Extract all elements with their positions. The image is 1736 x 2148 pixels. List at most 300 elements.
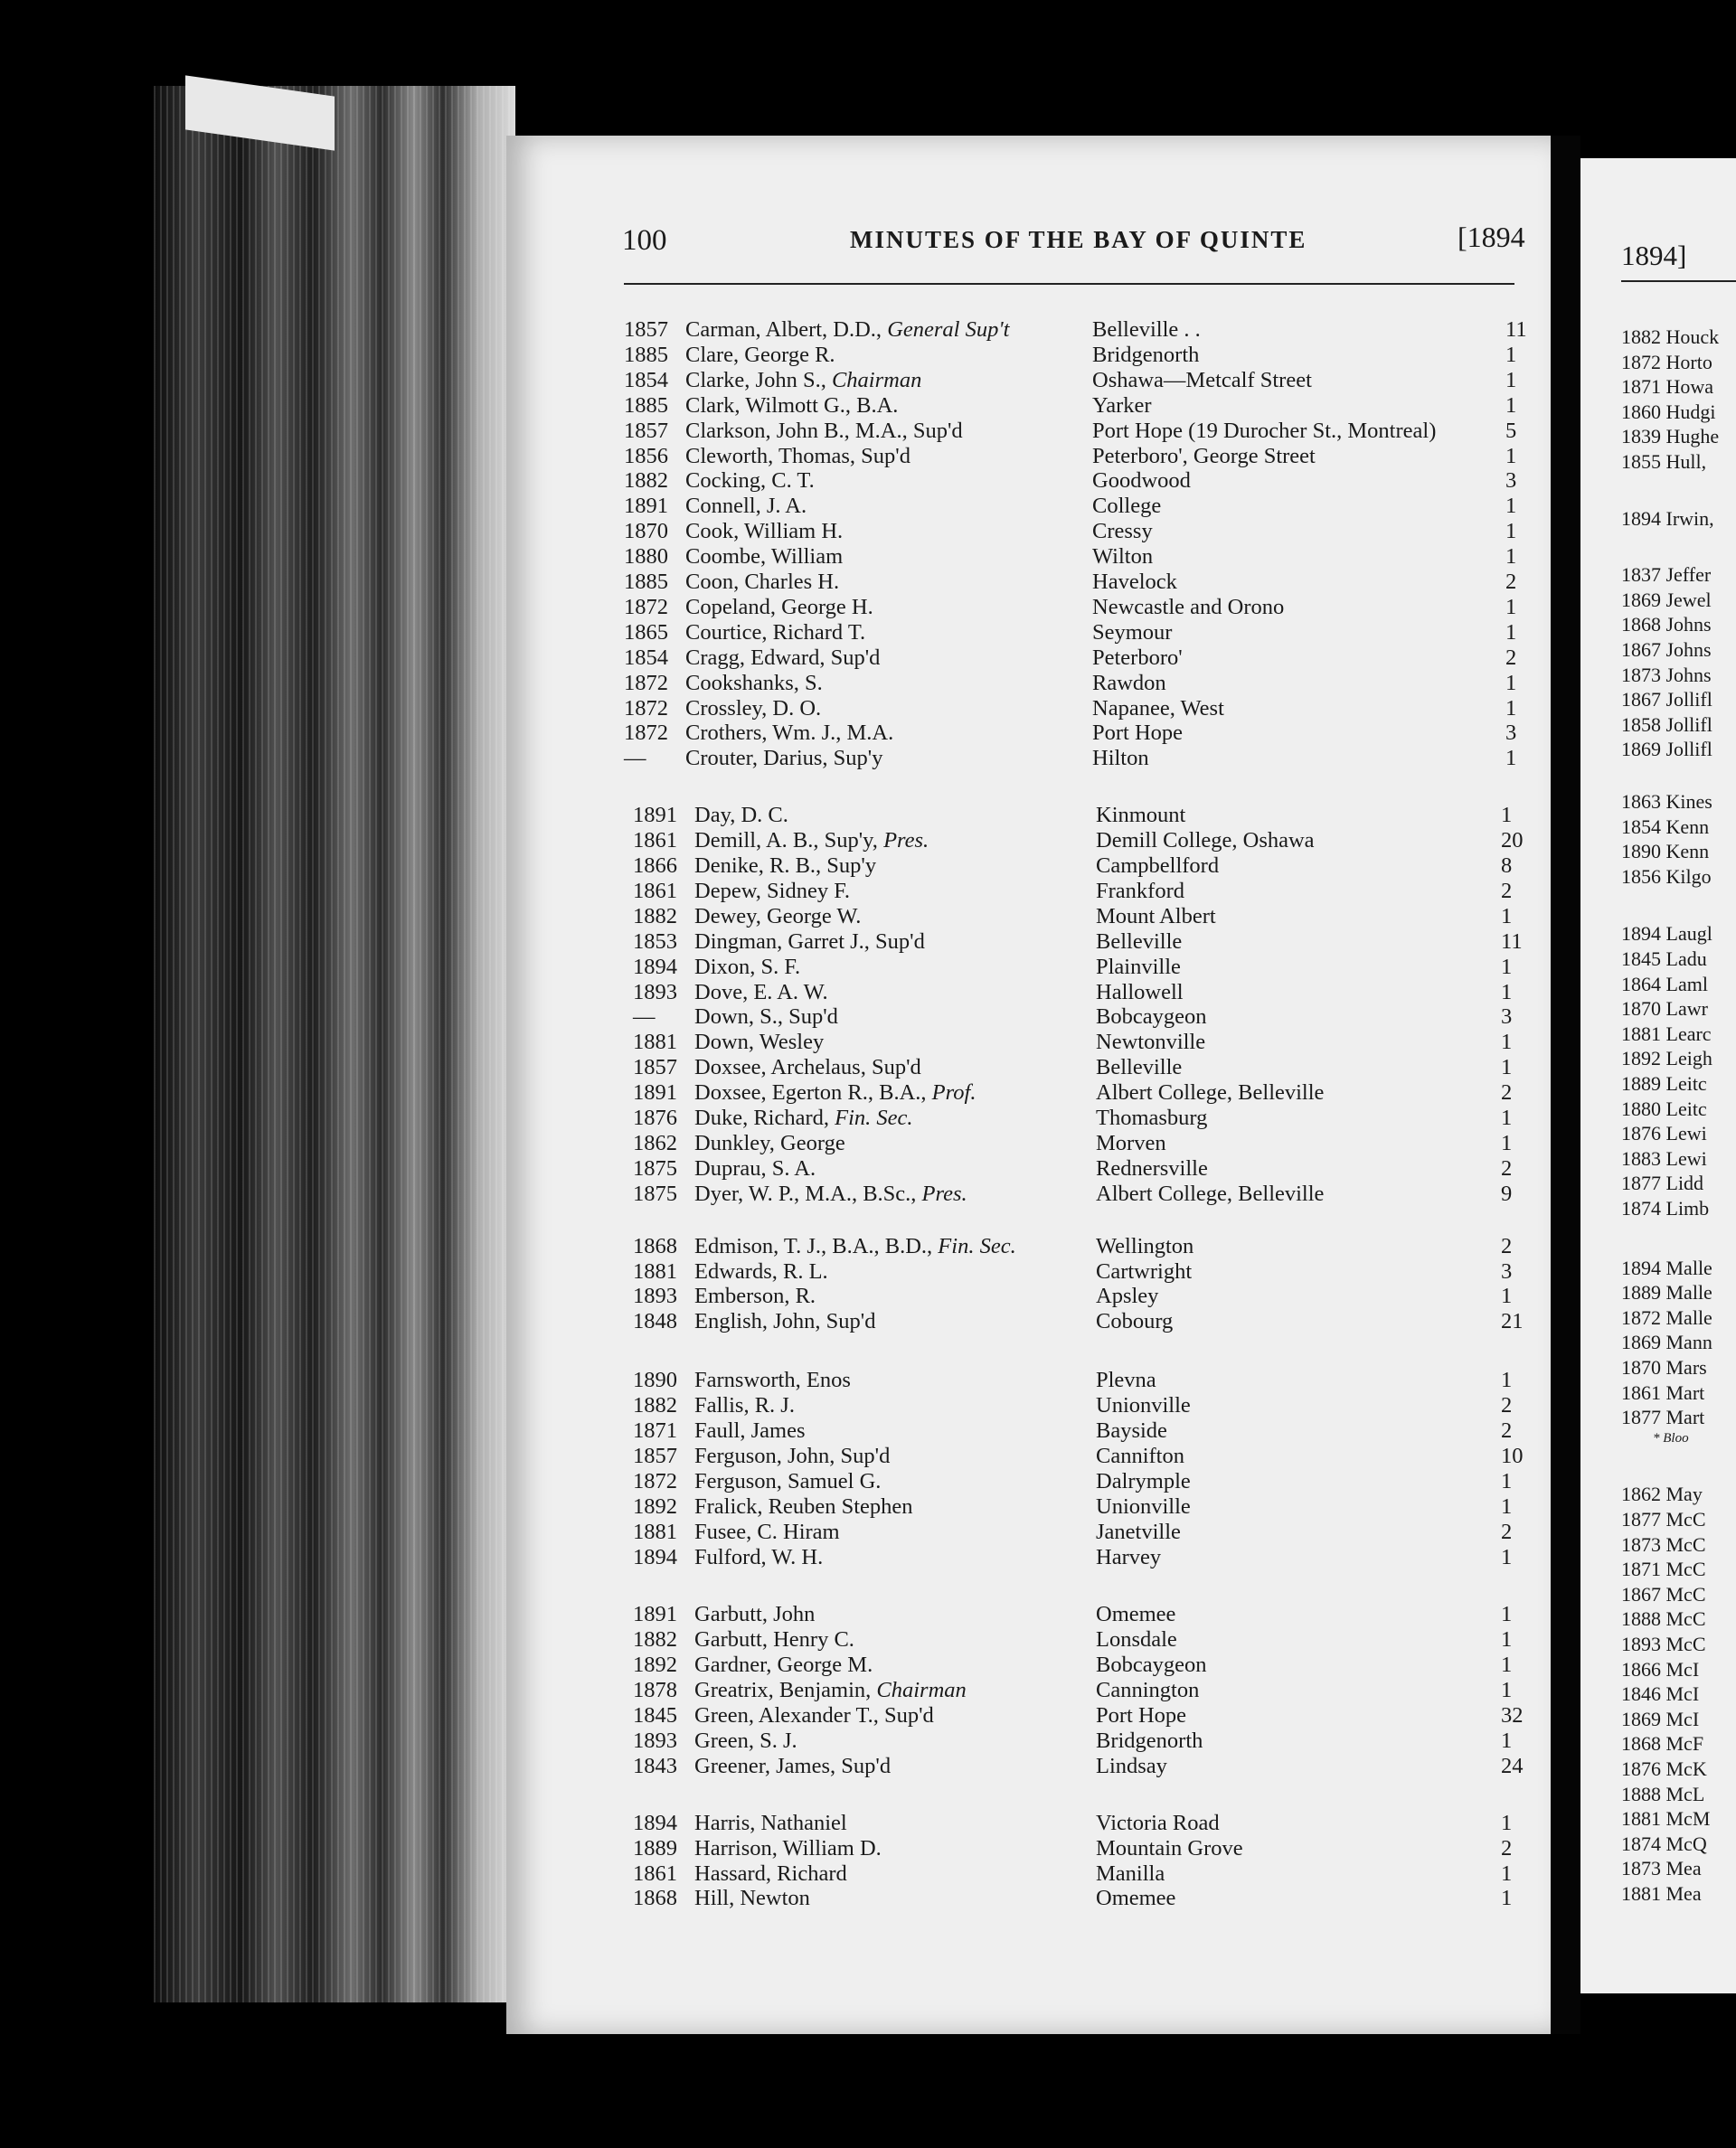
entry-name-text: Green, S. J. bbox=[694, 1728, 797, 1753]
entry-place: Cannifton bbox=[1096, 1443, 1184, 1468]
entry-row bbox=[624, 747, 1528, 770]
entry-count: 11 bbox=[1501, 928, 1523, 954]
entry-count: 24 bbox=[1501, 1753, 1524, 1778]
entry-name bbox=[694, 1812, 847, 1835]
entry-name bbox=[685, 445, 910, 468]
entry-place: Harvey bbox=[1096, 1544, 1162, 1569]
entry-name-text: Clarkson, John B., M.A., Sup'd bbox=[685, 418, 963, 443]
entry-place: Morven bbox=[1096, 1130, 1166, 1155]
entry-count: 3 bbox=[1505, 468, 1517, 494]
entry-place: Newtonville bbox=[1096, 1030, 1206, 1055]
entry-count: 1 bbox=[1501, 1368, 1513, 1393]
entry-name-text: Harrison, William D. bbox=[694, 1835, 882, 1861]
entry-name bbox=[694, 1729, 797, 1753]
entry-year: 1861 bbox=[633, 828, 677, 853]
entry-count: 1 bbox=[1505, 746, 1517, 771]
entry-count: 1 bbox=[1501, 1055, 1513, 1080]
entry-count: 1 bbox=[1505, 695, 1517, 721]
right-page-line: 1867 McC bbox=[1621, 1582, 1706, 1606]
entry-name bbox=[685, 621, 865, 645]
entry-year: 1853 bbox=[633, 928, 677, 954]
entry-name bbox=[694, 1704, 934, 1728]
right-page-line: 1880 Leitc bbox=[1621, 1097, 1707, 1120]
entry-year: 1872 bbox=[633, 1468, 677, 1493]
entry-name bbox=[694, 1862, 847, 1886]
entry-row bbox=[633, 905, 1537, 928]
entry-name bbox=[694, 804, 788, 827]
entry-row bbox=[624, 596, 1528, 619]
entry-name bbox=[694, 1495, 913, 1519]
entry-year: 1894 bbox=[633, 1810, 677, 1835]
entry-name bbox=[685, 495, 807, 518]
entry-name bbox=[685, 672, 823, 695]
entry-name bbox=[694, 981, 828, 1004]
entry-row bbox=[624, 672, 1528, 695]
entry-name bbox=[694, 905, 861, 928]
entry-title: Fin. Sec. bbox=[835, 1106, 913, 1130]
entry-year: 1871 bbox=[633, 1418, 677, 1443]
entry-year: 1893 bbox=[633, 1284, 677, 1309]
right-page-line: 1877 Mart bbox=[1621, 1406, 1705, 1429]
entry-row bbox=[633, 1132, 1537, 1155]
entry-name-text: Dyer, W. P., M.A., B.Sc., bbox=[694, 1181, 917, 1206]
entry-row bbox=[633, 1704, 1537, 1728]
right-page-line: 1872 Malle bbox=[1621, 1305, 1712, 1329]
entry-name-text: Doxsee, Egerton R., B.A., bbox=[694, 1080, 927, 1106]
right-page-line: 1869 McI bbox=[1621, 1707, 1700, 1730]
entry-place: Bobcaygeon bbox=[1096, 1004, 1207, 1030]
right-page-line: 1854 Kenn bbox=[1621, 815, 1710, 838]
entry-row bbox=[633, 1628, 1537, 1652]
entry-name bbox=[694, 1521, 840, 1544]
entry-year: 1882 bbox=[624, 468, 668, 494]
entry-year: 1870 bbox=[624, 519, 668, 544]
entry-name bbox=[694, 829, 929, 853]
entry-name bbox=[694, 1546, 823, 1569]
entry-count: 1 bbox=[1505, 519, 1517, 544]
entry-name-text: Clare, George R. bbox=[685, 342, 835, 367]
entry-row bbox=[633, 1546, 1537, 1569]
right-page-line: 1869 Jewel bbox=[1621, 588, 1712, 611]
entry-row bbox=[633, 1812, 1537, 1835]
entry-place: Campbellford bbox=[1096, 853, 1220, 878]
entry-place: Kinmount bbox=[1096, 803, 1186, 828]
entry-row bbox=[633, 1887, 1537, 1910]
entry-place: Belleville . . bbox=[1092, 317, 1201, 342]
entry-year: 1843 bbox=[633, 1753, 677, 1778]
right-page-line: 1873 McC bbox=[1621, 1532, 1706, 1556]
entry-count: 9 bbox=[1501, 1181, 1513, 1206]
entry-name bbox=[694, 1394, 795, 1418]
entry-row bbox=[633, 1837, 1537, 1861]
entry-row bbox=[633, 1310, 1537, 1333]
entry-place: Apsley bbox=[1096, 1284, 1159, 1309]
entry-title: Pres. bbox=[921, 1181, 967, 1206]
entry-row bbox=[624, 646, 1528, 670]
right-page-line: 1839 Hughe bbox=[1621, 425, 1720, 448]
entry-year: 1857 bbox=[624, 418, 668, 443]
entry-name bbox=[694, 1887, 810, 1910]
entry-name bbox=[685, 318, 1009, 342]
entry-year: 1866 bbox=[633, 853, 677, 878]
right-page-line: 1846 McI bbox=[1621, 1682, 1700, 1706]
entry-count: 1 bbox=[1501, 1130, 1513, 1155]
entry-name-text: Hassard, Richard bbox=[694, 1861, 847, 1886]
right-page-line: 1860 Hudgi bbox=[1621, 400, 1716, 423]
entry-place: Unionville bbox=[1096, 1393, 1191, 1418]
entry-place: Cartwright bbox=[1096, 1258, 1193, 1284]
entry-row bbox=[633, 1235, 1537, 1258]
entry-count: 1 bbox=[1501, 1493, 1513, 1519]
right-page-line: 1876 McK bbox=[1621, 1757, 1707, 1780]
entry-count: 1 bbox=[1501, 1602, 1513, 1627]
entry-place: Lindsay bbox=[1096, 1753, 1167, 1778]
entry-name-text: Courtice, Richard T. bbox=[685, 619, 866, 645]
entry-year: 1862 bbox=[633, 1130, 677, 1155]
entry-row bbox=[633, 1445, 1537, 1468]
entry-year: 1872 bbox=[624, 695, 668, 721]
entry-row bbox=[624, 545, 1528, 569]
right-page-line: 1869 Mann bbox=[1621, 1331, 1712, 1354]
entry-year: 1857 bbox=[624, 317, 668, 342]
entry-row bbox=[633, 804, 1537, 827]
entry-name bbox=[685, 646, 880, 670]
entry-row bbox=[633, 1653, 1537, 1677]
entry-row bbox=[624, 369, 1528, 392]
entry-place: Unionville bbox=[1096, 1493, 1191, 1519]
entry-name bbox=[694, 1837, 882, 1861]
entry-count: 3 bbox=[1505, 721, 1517, 746]
entry-place: College bbox=[1092, 494, 1162, 519]
entry-count: 1 bbox=[1501, 979, 1513, 1004]
entry-count: 2 bbox=[1501, 1080, 1513, 1106]
entry-year: 1893 bbox=[633, 979, 677, 1004]
entry-name-text: Crouter, Darius, Sup'y bbox=[685, 746, 883, 771]
entry-row bbox=[633, 1157, 1537, 1181]
entry-count: 2 bbox=[1501, 1418, 1513, 1443]
entry-name-text: Connell, J. A. bbox=[685, 494, 807, 519]
entry-year: 1885 bbox=[624, 570, 668, 594]
entry-year: 1894 bbox=[633, 1544, 677, 1569]
entry-count: 2 bbox=[1501, 1155, 1513, 1181]
entry-name-text: Dewey, George W. bbox=[694, 903, 862, 928]
entry-count: 20 bbox=[1501, 828, 1524, 853]
right-page bbox=[1580, 158, 1736, 1993]
right-page-line: 1888 McC bbox=[1621, 1607, 1706, 1631]
entry-place: Port Hope bbox=[1096, 1703, 1187, 1728]
right-page-line: 1868 Johns bbox=[1621, 613, 1712, 636]
entry-name-text: Fulford, W. H. bbox=[694, 1544, 824, 1569]
entry-count: 11 bbox=[1505, 317, 1527, 342]
entry-count: 1 bbox=[1505, 544, 1517, 570]
entry-name-text: Demill, A. B., Sup'y, bbox=[694, 828, 878, 853]
entry-place: Wellington bbox=[1096, 1233, 1194, 1258]
entry-name-text: Duprau, S. A. bbox=[694, 1155, 816, 1181]
entry-count: 2 bbox=[1501, 1233, 1513, 1258]
entry-row bbox=[624, 419, 1528, 443]
entry-name bbox=[694, 1031, 824, 1054]
entry-name bbox=[685, 697, 821, 721]
entry-row bbox=[624, 570, 1528, 594]
entry-year: — bbox=[633, 1004, 656, 1030]
entry-count: 1 bbox=[1505, 443, 1517, 468]
entry-name bbox=[694, 1369, 851, 1392]
entry-name-text: Ferguson, John, Sup'd bbox=[694, 1443, 891, 1468]
entry-name bbox=[694, 1679, 967, 1702]
entry-row bbox=[633, 1182, 1537, 1206]
entry-year: 1876 bbox=[633, 1106, 677, 1130]
entry-name-text: Coombe, William bbox=[685, 544, 844, 570]
right-page-line: 1855 Hull, bbox=[1621, 450, 1707, 473]
entry-name bbox=[685, 394, 898, 418]
entry-name bbox=[685, 596, 873, 619]
right-page-line: 1866 McI bbox=[1621, 1657, 1700, 1681]
entry-count: 1 bbox=[1501, 1728, 1513, 1753]
entry-name bbox=[694, 1260, 828, 1284]
entry-place: Mountain Grove bbox=[1096, 1835, 1243, 1861]
entry-name-text: Depew, Sidney F. bbox=[694, 878, 851, 903]
entry-place: Yarker bbox=[1092, 392, 1152, 418]
entry-name-text: Green, Alexander T., Sup'd bbox=[694, 1703, 934, 1728]
entry-count: 1 bbox=[1501, 1030, 1513, 1055]
entry-year: 1881 bbox=[633, 1519, 677, 1544]
entry-name bbox=[685, 520, 843, 543]
entry-name bbox=[685, 747, 882, 770]
right-page-line: 1881 Mea bbox=[1621, 1882, 1702, 1905]
entry-year: 1872 bbox=[624, 721, 668, 746]
entry-name-text: Emberson, R. bbox=[694, 1284, 816, 1309]
entry-row bbox=[633, 1260, 1537, 1284]
entry-place: Bridgenorth bbox=[1096, 1728, 1203, 1753]
entry-place: Oshawa—Metcalf Street bbox=[1092, 367, 1312, 392]
right-page-line: 1894 Malle bbox=[1621, 1256, 1712, 1279]
entry-count: 1 bbox=[1501, 1678, 1513, 1703]
right-page-line: 1870 Mars bbox=[1621, 1356, 1707, 1379]
entry-name-text: Edmison, T. J., B.A., B.D., bbox=[694, 1233, 933, 1258]
entry-row bbox=[633, 1107, 1537, 1130]
entry-place: Manilla bbox=[1096, 1861, 1165, 1886]
entry-count: 2 bbox=[1505, 645, 1517, 670]
entry-row bbox=[633, 1495, 1537, 1519]
entry-row bbox=[624, 721, 1528, 745]
right-page-line: 1862 May bbox=[1621, 1483, 1703, 1506]
entry-year: 1892 bbox=[633, 1493, 677, 1519]
right-page-line: 1889 Leitc bbox=[1621, 1072, 1707, 1095]
entry-place: Goodwood bbox=[1092, 468, 1191, 494]
right-page-line: 1871 Howa bbox=[1621, 375, 1714, 399]
entry-year: 1885 bbox=[624, 342, 668, 367]
entry-count: 1 bbox=[1501, 1284, 1513, 1309]
entry-count: 1 bbox=[1505, 619, 1517, 645]
entry-title: Prof. bbox=[931, 1080, 976, 1106]
entry-row bbox=[624, 495, 1528, 518]
entry-name bbox=[694, 1310, 875, 1333]
entry-count: 1 bbox=[1501, 903, 1513, 928]
entry-name bbox=[694, 1285, 816, 1308]
entry-name-text: Cocking, C. T. bbox=[685, 468, 815, 494]
entry-name bbox=[685, 570, 839, 594]
entry-year: 1856 bbox=[624, 443, 668, 468]
entry-year: 1861 bbox=[633, 878, 677, 903]
entry-place: Wilton bbox=[1092, 544, 1154, 570]
entry-place: Cressy bbox=[1092, 519, 1153, 544]
right-page-line: 1858 Jollifl bbox=[1621, 712, 1712, 736]
right-page-line: 1894 Irwin, bbox=[1621, 506, 1714, 530]
right-page-line: 1881 McM bbox=[1621, 1807, 1711, 1831]
entry-year: — bbox=[624, 746, 646, 771]
entry-year: 1881 bbox=[633, 1030, 677, 1055]
right-page-line: 1870 Lawr bbox=[1621, 997, 1708, 1021]
entry-year: 1892 bbox=[633, 1653, 677, 1678]
entry-name bbox=[685, 344, 835, 367]
entry-row bbox=[633, 829, 1537, 853]
entry-name-text: Dingman, Garret J., Sup'd bbox=[694, 928, 925, 954]
entry-count: 1 bbox=[1501, 1468, 1513, 1493]
entry-name bbox=[694, 930, 925, 954]
entry-count: 2 bbox=[1501, 1835, 1513, 1861]
right-page-line: 1868 McF bbox=[1621, 1732, 1704, 1756]
entry-row bbox=[633, 930, 1537, 954]
entry-row bbox=[624, 697, 1528, 721]
entry-row bbox=[633, 1081, 1537, 1105]
entry-row bbox=[633, 956, 1537, 979]
entry-count: 2 bbox=[1505, 570, 1517, 594]
entry-year: 1878 bbox=[633, 1678, 677, 1703]
entry-year: 1875 bbox=[633, 1181, 677, 1206]
entry-count: 1 bbox=[1505, 494, 1517, 519]
entry-name-text: Hill, Newton bbox=[694, 1886, 810, 1911]
entry-count: 3 bbox=[1501, 1004, 1513, 1030]
entry-name bbox=[694, 1653, 873, 1677]
entry-count: 1 bbox=[1505, 392, 1517, 418]
entry-place: Lonsdale bbox=[1096, 1627, 1177, 1653]
entry-count: 2 bbox=[1501, 1393, 1513, 1418]
entry-place: Janetville bbox=[1096, 1519, 1181, 1544]
entry-name bbox=[694, 1107, 913, 1130]
entry-place: Omemee bbox=[1096, 1602, 1176, 1627]
entry-name bbox=[694, 1603, 815, 1626]
entry-place: Havelock bbox=[1092, 570, 1177, 594]
entry-name-text: Cookshanks, S. bbox=[685, 670, 823, 695]
entry-name bbox=[694, 1470, 881, 1493]
entry-place: Dalrymple bbox=[1096, 1468, 1191, 1493]
right-page-line: 1867 Jollifl bbox=[1621, 688, 1712, 711]
entry-row bbox=[633, 1419, 1537, 1443]
entry-place: Newcastle and Orono bbox=[1092, 594, 1285, 619]
right-page-header: 1894] bbox=[1621, 240, 1687, 271]
entry-place: Peterboro', George Street bbox=[1092, 443, 1316, 468]
entry-row bbox=[624, 469, 1528, 493]
entry-count: 1 bbox=[1501, 1861, 1513, 1886]
entry-year: 1889 bbox=[633, 1835, 677, 1861]
entry-place: Albert College, Belleville bbox=[1096, 1181, 1325, 1206]
entry-row bbox=[624, 394, 1528, 418]
entry-name-text: Coon, Charles H. bbox=[685, 570, 840, 594]
entry-year: 1868 bbox=[633, 1233, 677, 1258]
entry-year: 1872 bbox=[624, 670, 668, 695]
entry-row bbox=[633, 1729, 1537, 1753]
right-page-line: 1877 Lidd bbox=[1621, 1172, 1704, 1195]
entry-year: 1893 bbox=[633, 1728, 677, 1753]
entry-place: Bridgenorth bbox=[1092, 342, 1200, 367]
entry-place: Port Hope (19 Durocher St., Montreal) bbox=[1092, 418, 1437, 443]
entry-name-text: Carman, Albert, D.D., bbox=[685, 317, 882, 342]
entry-name-text: Down, Wesley bbox=[694, 1030, 825, 1055]
entry-name-text: Denike, R. B., Sup'y bbox=[694, 853, 877, 878]
entry-row bbox=[633, 1679, 1537, 1702]
entry-place: Seymour bbox=[1092, 619, 1173, 645]
entry-place: Hallowell bbox=[1096, 979, 1184, 1004]
entry-name bbox=[685, 469, 815, 493]
right-page-line: 1889 Malle bbox=[1621, 1281, 1712, 1305]
entry-name-text: Day, D. C. bbox=[694, 803, 788, 828]
right-page-line: 1873 Mea bbox=[1621, 1857, 1702, 1880]
right-page-line: 1877 McC bbox=[1621, 1508, 1706, 1531]
entry-name-text: Farnsworth, Enos bbox=[694, 1368, 851, 1393]
entry-year: 1854 bbox=[624, 367, 668, 392]
entry-year: 1882 bbox=[633, 1393, 677, 1418]
right-page-line: 1874 Limb bbox=[1621, 1197, 1710, 1220]
right-page-line: 1863 Kines bbox=[1621, 790, 1712, 813]
entry-count: 8 bbox=[1501, 853, 1513, 878]
entry-place: Frankford bbox=[1096, 878, 1184, 903]
entry-name bbox=[694, 880, 850, 903]
entry-name-text: Garbutt, Henry C. bbox=[694, 1627, 854, 1653]
entry-name-text: Crossley, D. O. bbox=[685, 695, 822, 721]
right-page-line: 1837 Jeffer bbox=[1621, 563, 1712, 587]
entry-name bbox=[694, 1445, 890, 1468]
page-year: [1894 bbox=[1458, 221, 1525, 253]
entry-name-text: Edwards, R. L. bbox=[694, 1258, 828, 1284]
entry-year: 1857 bbox=[633, 1443, 677, 1468]
entry-name-text: Cook, William H. bbox=[685, 519, 844, 544]
entry-name-text: Ferguson, Samuel G. bbox=[694, 1468, 882, 1493]
entry-name bbox=[694, 1132, 845, 1155]
entry-place: Demill College, Oshawa bbox=[1096, 828, 1315, 853]
entry-row bbox=[633, 1285, 1537, 1308]
entry-name bbox=[694, 1081, 976, 1105]
entry-year: 1845 bbox=[633, 1703, 677, 1728]
entry-name bbox=[694, 1419, 806, 1443]
entry-row bbox=[624, 445, 1528, 468]
entry-year: 1861 bbox=[633, 1861, 677, 1886]
entry-name-text: Faull, James bbox=[694, 1418, 806, 1443]
entry-row bbox=[633, 1755, 1537, 1778]
entry-year: 1881 bbox=[633, 1258, 677, 1284]
right-page-line: 1872 Horto bbox=[1621, 350, 1712, 373]
entry-row bbox=[633, 1603, 1537, 1626]
entry-row bbox=[633, 1862, 1537, 1886]
right-page-line: 1856 Kilgo bbox=[1621, 864, 1712, 888]
entry-year: 1882 bbox=[633, 1627, 677, 1653]
entry-row bbox=[624, 520, 1528, 543]
entry-name-text: Fallis, R. J. bbox=[694, 1393, 795, 1418]
entry-count: 1 bbox=[1501, 1106, 1513, 1130]
entry-year: 1891 bbox=[633, 1602, 677, 1627]
entry-row bbox=[633, 1031, 1537, 1054]
entry-name bbox=[694, 1628, 854, 1652]
entry-place: Peterboro' bbox=[1092, 645, 1183, 670]
entry-title: Pres. bbox=[883, 828, 929, 853]
entry-year: 1854 bbox=[624, 645, 668, 670]
entry-place: Napanee, West bbox=[1092, 695, 1224, 721]
entry-row bbox=[624, 621, 1528, 645]
entry-name bbox=[685, 721, 893, 745]
entry-place: Port Hope bbox=[1092, 721, 1184, 746]
entry-title: General Sup't bbox=[887, 317, 1010, 342]
entry-row bbox=[624, 318, 1528, 342]
entry-name-text: Fusee, C. Hiram bbox=[694, 1519, 840, 1544]
